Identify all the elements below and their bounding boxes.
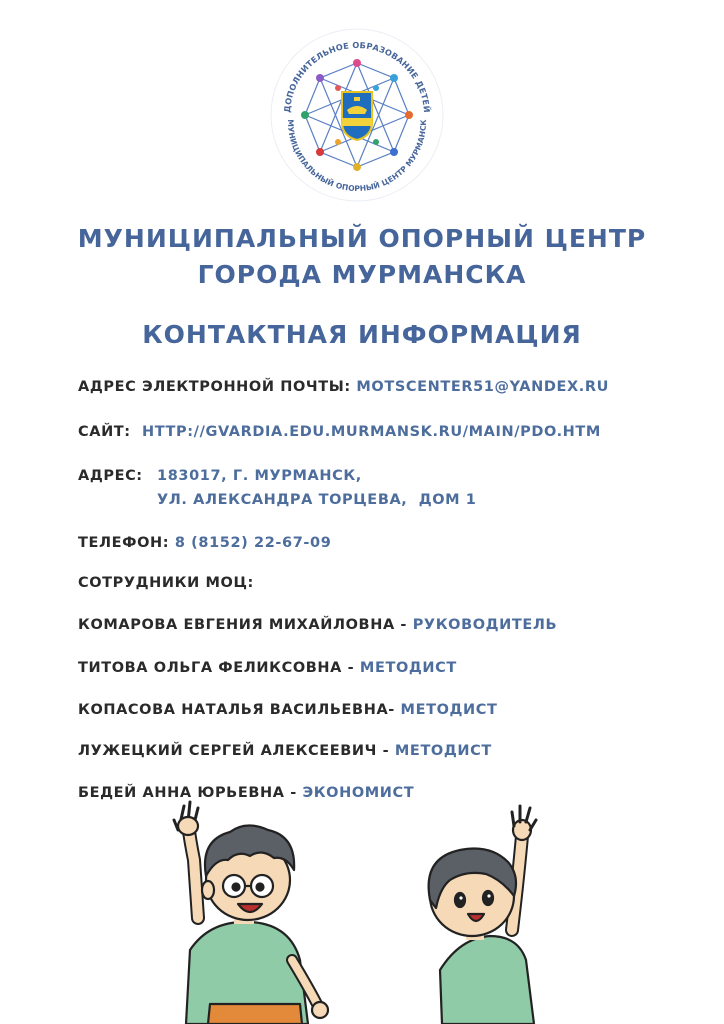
page-title-line1: МУНИЦИПАЛЬНЫЙ ОПОРНЫЙ ЦЕНТР xyxy=(77,224,647,253)
staff-role: МЕТОДИСТ xyxy=(394,743,492,759)
staff-name: БЕДЕЙ АННА ЮРЬЕВНА xyxy=(78,785,285,801)
staff-member xyxy=(78,785,414,801)
staff-separator: - xyxy=(376,743,395,759)
site-label: САЙТ: xyxy=(78,424,131,440)
staff-name: ТИТОВА ОЛЬГА ФЕЛИКСОВНА xyxy=(78,660,342,676)
site-link[interactable]: HTTP://GVARDIA.EDU.MURMANSK.RU/MAIN/PDO.HTM xyxy=(142,424,601,440)
staff-separator: - xyxy=(342,660,360,676)
page-title-line2: ГОРОДА МУРМАНСКА xyxy=(197,260,527,289)
section-title: КОНТАКТНАЯ ИНФОРМАЦИЯ xyxy=(142,320,582,349)
email-row xyxy=(78,379,609,395)
staff-member xyxy=(78,617,557,633)
cartoon-kids-illustration xyxy=(150,800,570,1024)
address-line2: УЛ. АЛЕКСАНДРА ТОРЦЕВА, ДОМ 1 xyxy=(157,492,477,508)
staff-role: ЭКОНОМИСТ xyxy=(302,785,415,801)
email-label: АДРЕС ЭЛЕКТРОННОЙ ПОЧТЫ: xyxy=(78,379,351,395)
boy-illustration xyxy=(174,802,328,1024)
staff-name: КОМАРОВА ЕВГЕНИЯ МИХАЙЛОВНА xyxy=(78,617,395,633)
phone-value[interactable]: 8 (8152) 22-67-09 xyxy=(174,535,332,551)
staff-role: МЕТОДИСТ xyxy=(400,702,498,718)
center-logo xyxy=(268,26,446,204)
logo-bottom-text: МУНИЦИПАЛЬНЫЙ ОПОРНЫЙ ЦЕНТР МУРМАНСК xyxy=(285,119,429,194)
coat-of-arms-icon xyxy=(342,92,372,140)
staff-separator: - xyxy=(284,785,303,801)
staff-separator: - xyxy=(388,702,401,718)
staff-role: РУКОВОДИТЕЛЬ xyxy=(412,617,558,633)
email-link[interactable]: MOTSCENTER51@YANDEX.RU xyxy=(356,379,610,395)
phone-row xyxy=(78,535,331,551)
site-row xyxy=(78,424,601,440)
staff-member xyxy=(78,660,457,676)
address-line1: 183017, Г. МУРМАНСК, xyxy=(157,468,362,484)
staff-heading: СОТРУДНИКИ МОЦ: xyxy=(78,575,254,591)
address-row xyxy=(78,468,143,484)
staff-role: МЕТОДИСТ xyxy=(359,660,457,676)
phone-label: ТЕЛЕФОН: xyxy=(78,535,170,551)
staff-member xyxy=(78,702,497,718)
staff-name: КОПАСОВА НАТАЛЬЯ ВАСИЛЬЕВНА xyxy=(78,702,389,718)
staff-name: ЛУЖЕЦКИЙ СЕРГЕЙ АЛЕКСЕЕВИЧ xyxy=(78,743,377,759)
address-label: АДРЕС: xyxy=(78,468,143,484)
logo-top-text: ДОПОЛНИТЕЛЬНОЕ ОБРАЗОВАНИЕ ДЕТЕЙ xyxy=(281,39,433,114)
staff-separator: - xyxy=(394,617,413,633)
girl-illustration xyxy=(429,806,536,1024)
staff-member xyxy=(78,743,492,759)
